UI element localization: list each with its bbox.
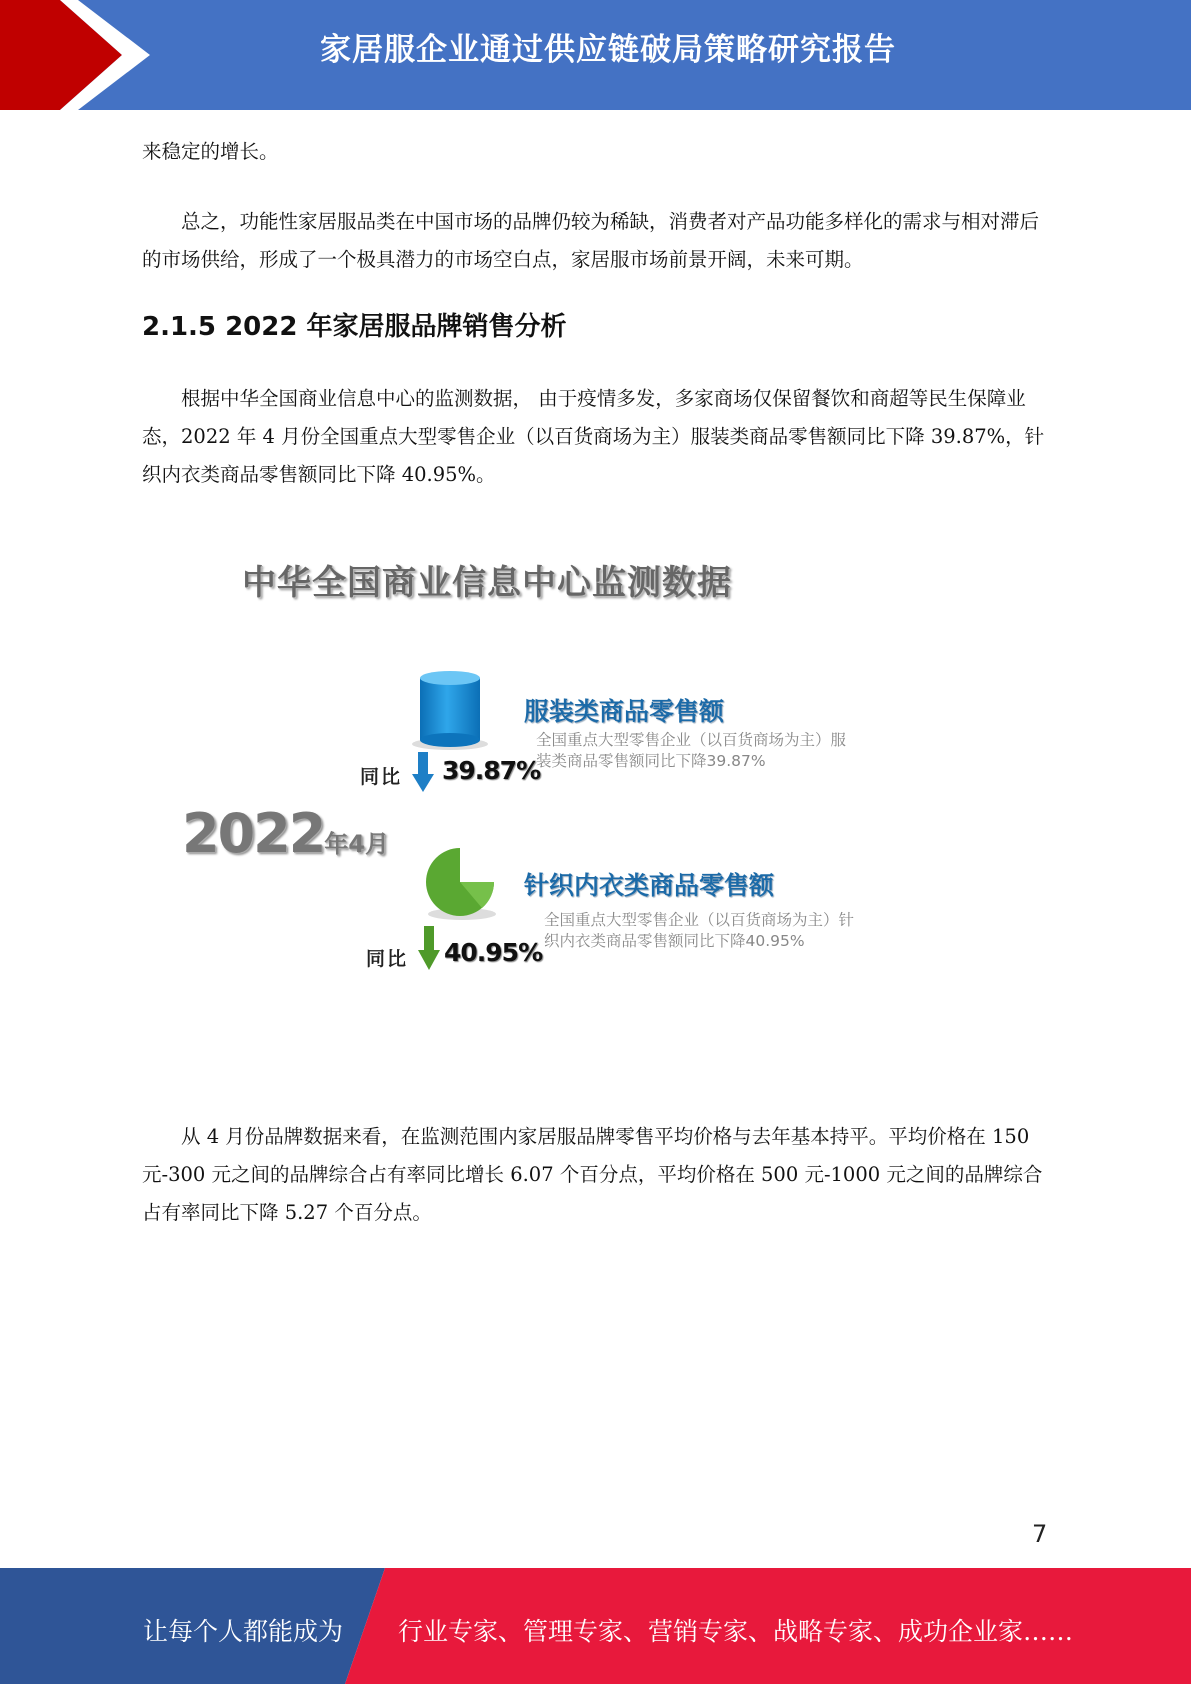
page-header <box>0 0 1191 110</box>
knitwear-change-value: 40.95% <box>444 938 543 967</box>
year-value: 2022 <box>182 802 325 865</box>
arrow-down-icon <box>418 926 440 970</box>
apparel-title: 服装类商品零售额 <box>524 697 725 726</box>
infographic-title: 中华全国商业信息中心监测数据 <box>242 563 732 603</box>
arrow-down-icon <box>412 752 434 792</box>
knitwear-description: 全国重点大型零售企业（以百货商场为主）针织内衣类商品零售额同比下降40.95% <box>544 911 855 950</box>
infographic-date <box>182 802 389 865</box>
paragraph-continuation: 来稳定的增长。 <box>142 140 279 163</box>
page-number: 7 <box>1032 1520 1048 1548</box>
apparel-change-value: 39.87% <box>442 756 541 785</box>
section-heading: 2.1.5 2022 年家居服品牌销售分析 <box>142 312 567 342</box>
header-title: 家居服企业通过供应链破局策略研究报告 <box>320 32 896 68</box>
knitwear-title: 针织内衣类商品零售额 <box>524 871 775 900</box>
pie-icon <box>422 846 500 922</box>
paragraph-summary: 总之，功能性家居服品类在中国市场的品牌仍较为稀缺，消费者对产品功能多样化的需求与相对滞后的市场供给，形成了一个极具潜力的市场空白点，家居服市场前景开阔，未来可期。 <box>142 210 1040 271</box>
monitoring-infographic <box>160 540 920 1000</box>
knitwear-yoy-label: 同比 <box>366 948 409 970</box>
apparel-description: 全国重点大型零售企业（以百货商场为主）服装类商品零售额同比下降39.87% <box>536 731 847 770</box>
apparel-yoy-label: 同比 <box>360 766 403 788</box>
paragraph-brand-data: 从 4 月份品牌数据来看，在监测范围内家居服品牌零售平均价格与去年基本持平。平均价格在 150 元-300 元之间的品牌综合占有率同比增长 6.07 个百分点，平均价格在 500 元-1000 元之间的品牌综合占有率同比下降 5.27 个百分点。 <box>142 1125 1043 1224</box>
cylinder-icon <box>408 668 488 752</box>
footer-slogan-right: 行业专家、管理专家、营销专家、战略专家、成功企业家…… <box>398 1617 1074 1646</box>
paragraph-monitoring-data: 根据中华全国商业信息中心的监测数据， 由于疫情多发，多家商场仅保留餐饮和商超等民生保障业态，2022 年 4 月份全国重点大型零售企业（以百货商场为主）服装类商品零售额同比下降 39.87%，针织内衣类商品零售额同比下降 40.95%。 <box>142 387 1045 486</box>
footer-slogan-left: 让每个人都能成为 <box>143 1617 344 1646</box>
month-value: 年4月 <box>324 830 389 858</box>
